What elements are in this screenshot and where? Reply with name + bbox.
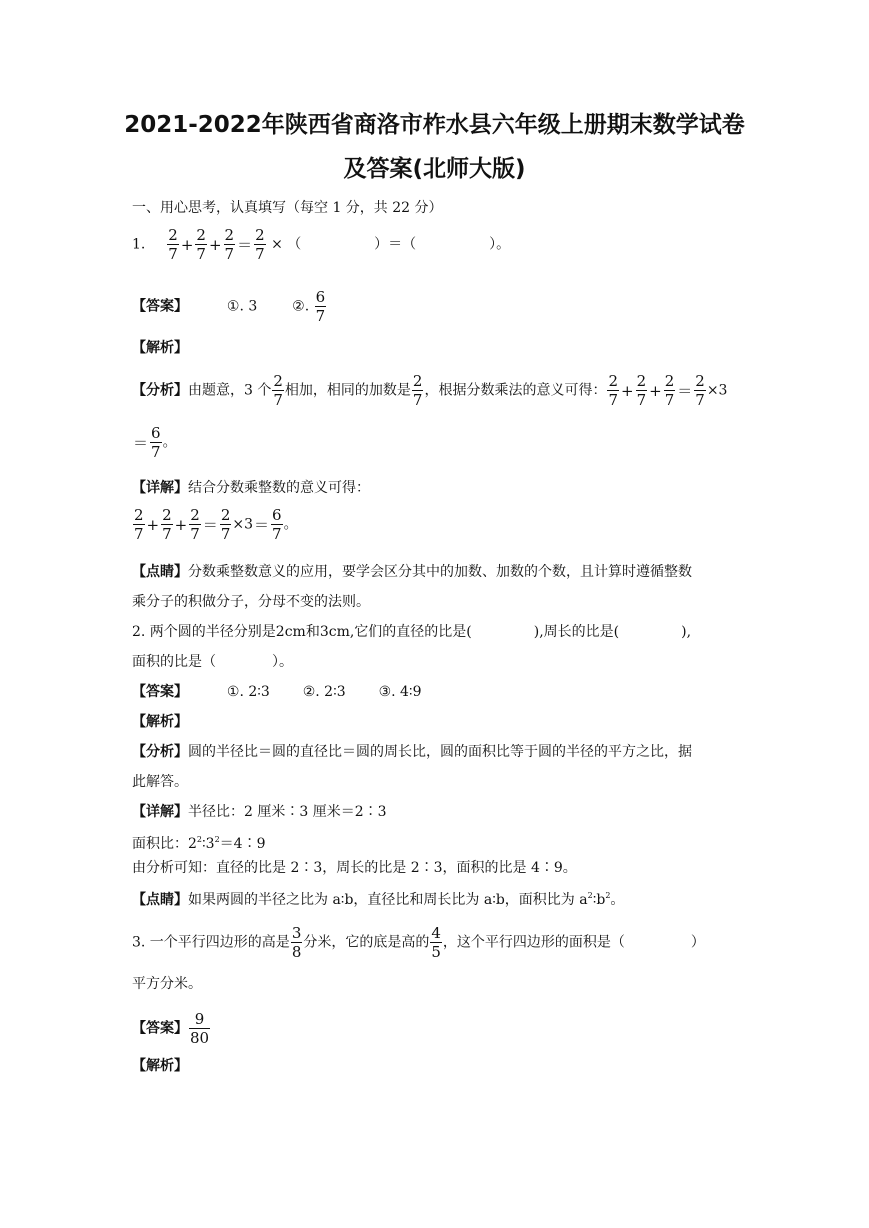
q2-xiangjie [132, 802, 387, 822]
q2-dianjing [132, 886, 624, 910]
q2-conclusion: 由分析可知：直径的比是 2∶3，周长的比是 2∶3，面积的比是 4∶9。 [132, 860, 577, 876]
answer-1: ①. 3 [226, 298, 258, 315]
fraction: $\frac{2}{7}$ [168, 226, 178, 263]
text: 面积比：2 [132, 836, 197, 852]
q1-fenxi-result: ＝ $\frac{6}{7}$ 。 [133, 424, 177, 461]
text: 如果两圆的半径之比为 a∶b，直径比和周长比为 a∶b，面积比为 a [188, 892, 588, 908]
q1-fenxi: 【分析】由题意，3 个 $\frac{2}{7}$ 相加，相同的加数是 $\frac{2}{7}$ ，根据分数乘法的意义可得： $\frac{2}{7}$ + $\frac{2}{7}$ + $\frac{2}{7}$ ＝ $\frac{2}{7}$ ×3 [132, 372, 728, 409]
text: ，这个平行四边形的面积是（ [442, 934, 625, 951]
question-2-line-2 [132, 652, 293, 672]
section-heading: 一、用心思考，认真填写（每空 1 分，共 22 分） [132, 200, 443, 216]
q1-xiangjie-equation: $\frac{2}{7}$ + $\frac{2}{7}$ + $\frac{2}{7}$ ＝ $\frac{2}{7}$ ×3＝ $\frac{6}{7}$ 。 [134, 506, 298, 543]
answer-2: ②. 2∶3 [302, 684, 346, 700]
q1-dianjing [132, 562, 692, 582]
q1-answer [132, 288, 327, 325]
q2-answer [132, 682, 421, 702]
fraction: $\frac{2}{7}$ [273, 372, 283, 409]
fraction: $\frac{2}{7}$ [664, 372, 675, 409]
text: ∶3 [202, 836, 215, 852]
text: ∶b [592, 892, 606, 908]
fraction: $\frac{2}{7}$ [636, 372, 647, 409]
text: 分数乘整数意义的应用，要学会区分其中的加数、加数的个数，且计算时遵循整数 [188, 564, 692, 580]
fraction: $\frac{6}{7}$ [272, 506, 282, 543]
fraction: $\frac{2}{7}$ [220, 506, 231, 543]
answer-1: ①. 2∶3 [226, 684, 270, 700]
question-3 [132, 924, 705, 961]
answer-fraction: $\frac{9}{80}$ [190, 1010, 210, 1047]
superscript: 2 [214, 835, 220, 844]
answer-2-label: ②. [292, 298, 310, 315]
text: ）。 [272, 654, 293, 670]
answer-3: ③. 4∶9 [378, 684, 422, 700]
text: 。 [162, 434, 177, 451]
fraction: $\frac{2}{7}$ [190, 506, 200, 543]
dianjing-tag: 【点睛】 [132, 564, 188, 580]
q3-answer [132, 1010, 211, 1047]
xiangjie-tag: 【详解】 [132, 804, 188, 820]
fraction: $\frac{2}{7}$ [255, 226, 265, 263]
q2-fenxi-line-2: 此解答。 [132, 774, 188, 790]
text: 半径比：2 厘米∶3 厘米＝2∶3 [188, 804, 387, 820]
fraction: $\frac{3}{8}$ [291, 924, 302, 961]
title-line-2: 及答案(北师大版) [343, 156, 526, 182]
text: ） [690, 934, 705, 951]
fraction: $\frac{2}{7}$ [412, 372, 423, 409]
text: 相加，相同的加数是 [284, 382, 411, 399]
answer-tag: 【答案】 [132, 298, 188, 315]
answer-tag: 【答案】 [132, 1020, 188, 1037]
text: 结合分数乘整数的意义可得： [188, 480, 370, 496]
answer-tag: 【答案】 [132, 684, 188, 700]
text: 面积的比是（ [132, 654, 216, 670]
q3-analysis-tag: 【解析】 [132, 1058, 188, 1074]
text: ，根据分数乘法的意义可得： [424, 382, 607, 399]
text: 圆的半径比＝圆的直径比＝圆的周长比，圆的面积比等于圆的半径的平方之比，据 [188, 744, 692, 760]
text: 分米，它的底是高的 [303, 934, 430, 951]
superscript: 2 [196, 835, 203, 844]
blank-close: ）。 [489, 236, 511, 253]
fraction: $\frac{2}{7}$ [608, 372, 618, 409]
text: 2. 两个圆的半径分别是2cm和3cm,它们的直径的比是( [132, 624, 472, 640]
fraction: $\frac{2}{7}$ [162, 506, 172, 543]
text: 。 [610, 892, 625, 908]
answer-2-fraction: $\frac{6}{7}$ [315, 288, 326, 325]
question-1: 1. $\frac{2}{7}$ + $\frac{2}{7}$ + $\frac{2}{7}$ ＝ $\frac{2}{7}$ × （ ）＝（ ）。 [132, 226, 511, 263]
text: ×3 [232, 516, 253, 533]
blank-mid: ）＝（ [374, 236, 417, 253]
text: 3. 一个平行四边形的高是 [132, 934, 290, 951]
fenxi-tag: 【分析】 [132, 744, 188, 760]
q1-dianjing-line-2: 乘分子的积做分子，分母不变的法则。 [132, 594, 370, 610]
title-line-1: 2021-2022年陕西省商洛市柞水县六年级上册期末数学试卷 [124, 112, 745, 138]
fenxi-tag: 【分析】 [132, 382, 188, 399]
fraction: $\frac{2}{7}$ [134, 506, 144, 543]
text: 。 [283, 516, 298, 533]
text: ＝4∶9 [219, 836, 266, 852]
q1-xiangjie [132, 478, 370, 498]
dianjing-tag: 【点睛】 [132, 892, 188, 908]
blank-open: × （ [271, 236, 302, 253]
text: ),周长的比是( [533, 624, 620, 640]
question-2 [132, 622, 691, 642]
xiangjie-tag: 【详解】 [132, 480, 188, 496]
text: 由题意，3 个 [188, 382, 272, 399]
q2-area-ratio [132, 830, 266, 854]
q1-analysis-tag: 【解析】 [132, 340, 188, 356]
fraction: $\frac{2}{7}$ [196, 226, 206, 263]
text: ×3 [706, 382, 728, 399]
fraction: $\frac{2}{7}$ [695, 372, 705, 409]
text: ), [681, 624, 692, 640]
fraction: $\frac{6}{7}$ [151, 424, 161, 461]
question-3-line-2: 平方分米。 [132, 976, 202, 992]
q2-analysis-tag: 【解析】 [132, 714, 188, 730]
superscript: 2 [605, 891, 611, 900]
superscript: 2 [587, 891, 593, 900]
q2-fenxi [132, 742, 692, 762]
question-number: 1. [132, 236, 146, 253]
fraction: $\frac{2}{7}$ [224, 226, 235, 263]
fraction: $\frac{4}{5}$ [431, 924, 441, 961]
